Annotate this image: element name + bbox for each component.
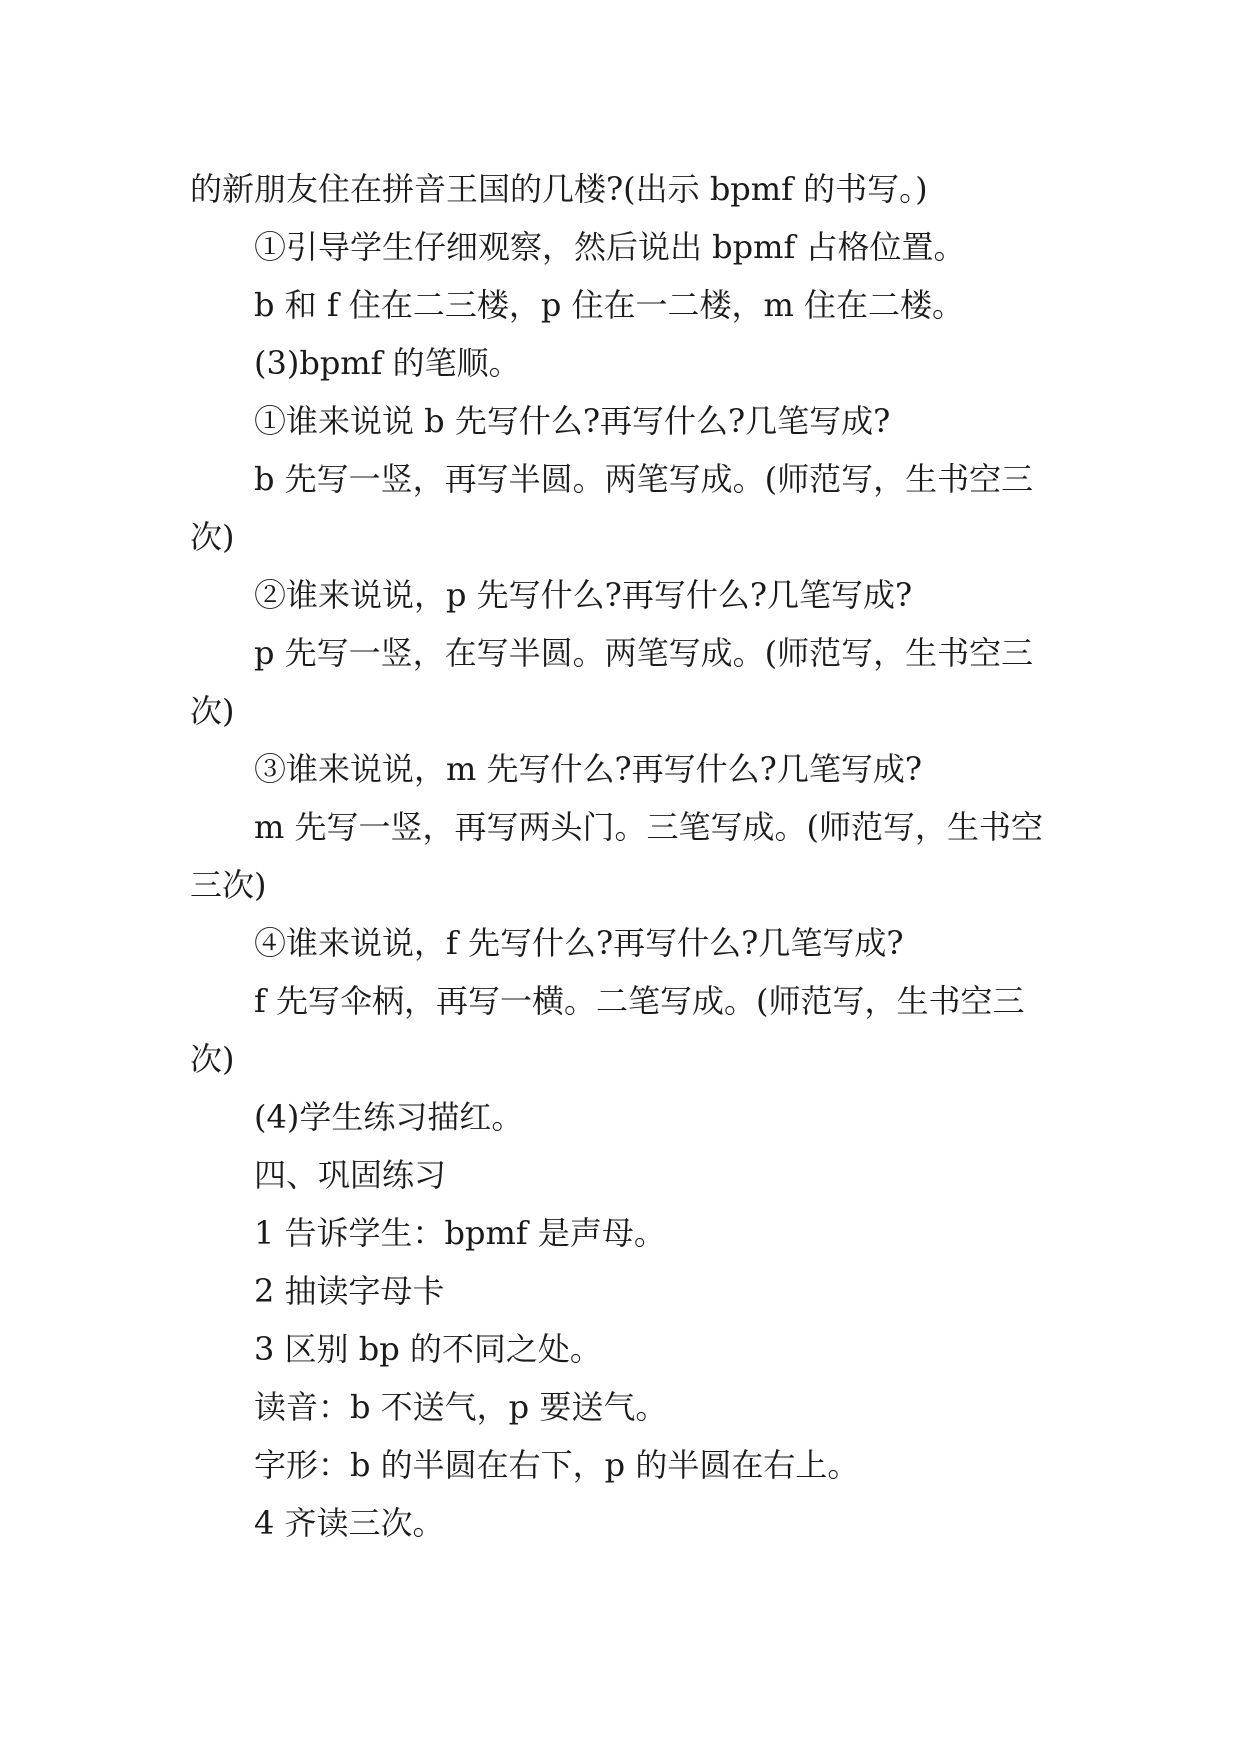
text-line: ③谁来说说，m 先写什么?再写什么?几笔写成? (254, 750, 922, 788)
text-line: m 先写一竖，再写两头门。三笔写成。(师范写，生书空 (254, 808, 1044, 846)
text-line: 次) (190, 1040, 235, 1078)
text-line: b 先写一竖，再写半圆。两笔写成。(师范写，生书空三 (254, 460, 1034, 498)
text-line: 3 区别 bp 的不同之处。 (254, 1330, 602, 1368)
text-line: 1 告诉学生：bpmf 是声母。 (254, 1214, 666, 1252)
text-line: 次) (190, 692, 235, 730)
text-line: 三次) (190, 866, 267, 904)
text-line: ①谁来说说 b 先写什么?再写什么?几笔写成? (254, 402, 891, 440)
text-line: 次) (190, 518, 235, 556)
section-heading: (4)学生练习描红。 (254, 1098, 524, 1136)
text-line: ①引导学生仔细观察，然后说出 bpmf 占格位置。 (254, 228, 966, 266)
text-line: 字形：b 的半圆在右下，p 的半圆在右上。 (254, 1446, 860, 1484)
section-heading: 四、巩固练习 (254, 1156, 447, 1194)
text-line: p 先写一竖，在写半圆。两笔写成。(师范写，生书空三 (254, 634, 1034, 672)
text-line: 4 齐读三次。 (254, 1504, 445, 1542)
text-line: 2 抽读字母卡 (254, 1272, 445, 1310)
section-heading: (3)bpmf 的笔顺。 (254, 344, 521, 382)
text-line: ②谁来说说，p 先写什么?再写什么?几笔写成? (254, 576, 913, 614)
text-line: ④谁来说说，f 先写什么?再写什么?几笔写成? (254, 924, 904, 962)
text-line: b 和 f 住在二三楼，p 住在一二楼，m 住在二楼。 (254, 286, 965, 324)
text-line: f 先写伞柄，再写一横。二笔写成。(师范写，生书空三 (254, 982, 1025, 1020)
document-body (190, 160, 1060, 1552)
text-line: 读音：b 不送气，p 要送气。 (254, 1388, 668, 1426)
text-line: 的新朋友住在拼音王国的几楼?(出示 bpmf 的书写。) (190, 170, 928, 208)
